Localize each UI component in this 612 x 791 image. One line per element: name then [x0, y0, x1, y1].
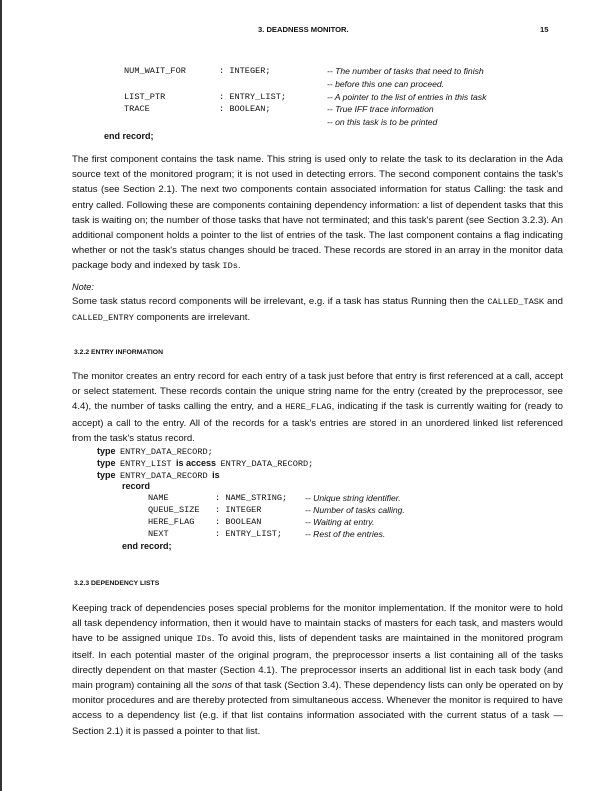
- note-label: Note:: [72, 282, 94, 292]
- field-type: : INTEGER: [215, 505, 262, 515]
- identifier: ENTRY_DATA_RECORD: [119, 471, 208, 481]
- field-type: : ENTRY_LIST;: [215, 529, 283, 539]
- keyword: is: [212, 470, 220, 480]
- code-line: [97, 468, 220, 480]
- code-term: IDs: [196, 634, 212, 645]
- code-term: CALLED_ENTRY: [72, 313, 134, 324]
- field-comment: -- before this one can proceed.: [327, 79, 445, 89]
- paragraph-text: of that task (Section 3.4). These dependency lists can only be operated on by monitor procedures and are thereby protected from simultaneous access. Whenever the monitor is required to have access to a dependency list (e.g. if that list contains information associated with the current status of a task — Section 2.1) it is passed a pointer to that list.: [72, 680, 563, 737]
- paragraph-dependency-lists: [72, 601, 563, 739]
- field-type: : BOOLEAN: [215, 517, 262, 527]
- field-name: NUM_WAIT_FOR: [124, 66, 186, 76]
- paragraph-entry-info: [72, 369, 563, 446]
- section-heading: 3.2.2 ENTRY INFORMATION: [74, 349, 163, 356]
- page-edge: [0, 0, 2, 791]
- field-name: NAME: [148, 493, 169, 503]
- keyword: type: [97, 458, 116, 468]
- note-text: [72, 294, 563, 326]
- end-record: end record;: [104, 131, 154, 141]
- field-comment: -- A pointer to the list of entries in this task: [327, 92, 487, 102]
- identifier: ENTRY_DATA_RECORD;: [220, 459, 314, 469]
- field-type: : INTEGER;: [219, 66, 271, 76]
- paragraph-text: components are irrelevant.: [133, 312, 251, 324]
- field-name: TRACE: [124, 104, 150, 114]
- code-term: CALLED_TASK: [487, 297, 545, 307]
- field-comment: -- Waiting at entry.: [305, 517, 375, 527]
- paragraph-text: Some task status record components will be irrelevant, e.g. if a task has status Running then the: [72, 296, 488, 307]
- record-keyword: record: [122, 481, 151, 491]
- emphasis: sons: [211, 680, 232, 692]
- paragraph-text: .: [237, 260, 241, 272]
- keyword: type: [97, 470, 116, 480]
- field-name: LIST_PTR: [124, 92, 166, 102]
- paragraph-text: Keeping track of dependencies poses special problems for the monitor implementation. If the monitor were to hold all task dependency information, then it would have to maintain stacks of masters for each task, and masters would have to be assigned unique: [72, 603, 563, 645]
- field-type: : BOOLEAN;: [219, 104, 271, 114]
- paragraph-text: The monitor creates an entry record for each entry of a task just before that entry is first referenced at a call, accept or select statement. These records contain the unique string name for the entry (created by the preprocessor, see 4.4), the number of tasks calling the entry, and a: [72, 371, 563, 413]
- field-type: : NAME_STRING;: [215, 493, 288, 503]
- page-number: 15: [540, 25, 549, 34]
- code-line: [97, 444, 213, 456]
- code-term: IDs: [222, 261, 238, 272]
- identifier: ENTRY_DATA_RECORD;: [119, 447, 213, 457]
- field-comment: -- Unique string identifier.: [305, 493, 401, 503]
- chapter-title: 3. DEADNESS MONITOR.: [258, 25, 349, 34]
- paragraph-text: , indicating if the task is currently waiting for (ready to accept) a call to the entry. All of the records for a task's entries are stored in an unordered linked list referenced from the task's status record.: [72, 401, 563, 444]
- field-name: HERE_FLAG: [148, 517, 195, 527]
- paragraph-text: and: [544, 296, 563, 307]
- field-comment: -- Rest of the entries.: [305, 529, 386, 539]
- code-line: [97, 456, 313, 468]
- code-term: HERE_FLAG: [285, 402, 332, 413]
- keyword: type: [97, 446, 116, 456]
- field-comment: -- True IFF trace information: [327, 104, 434, 114]
- field-comment: -- on this task is to be printed: [327, 117, 438, 127]
- section-heading: 3.2.3 DEPENDENCY LISTS: [74, 580, 160, 587]
- paragraph-text: . To avoid this, lists of dependent tasks are maintained in the monitored program itself. In each potential master of the original program, the preprocessor inserts a list containing all of the tasks directly dependent on that master (Section 4.1). The preprocessor inserts an additional list in each task body (and main program) containing all the: [72, 633, 564, 692]
- paragraph-task-record: [72, 152, 563, 275]
- field-type: : ENTRY_LIST;: [219, 92, 287, 102]
- paragraph-text: The first component contains the task name. This string is used only to relate the task to its declaration in the Ada source text of the monitored program; it is not used in detecting errors. The second component contains the task's status (see Section 2.1). The next two components contain associated information for status Calling: the task and entry called. Following these are components containing dependency information: a list of dependent tasks that this task is waiting on; the number of those tasks that have not terminated; and this task's parent (see Section 3.2.3). An additional component holds a pointer to the list of entries of the task. The last component contains a flag indicating whether or not the task's status changes should be traced. These records are stored in an array in the monitor data package body and indexed by task: [72, 154, 563, 272]
- field-comment: -- The number of tasks that need to finish: [327, 66, 484, 76]
- field-comment: -- Number of tasks calling.: [305, 505, 405, 515]
- end-record: end record;: [122, 541, 172, 551]
- field-name: QUEUE_SIZE: [148, 505, 200, 515]
- identifier: ENTRY_LIST: [119, 459, 172, 469]
- field-name: NEXT: [148, 529, 169, 539]
- keyword: is access: [176, 458, 217, 468]
